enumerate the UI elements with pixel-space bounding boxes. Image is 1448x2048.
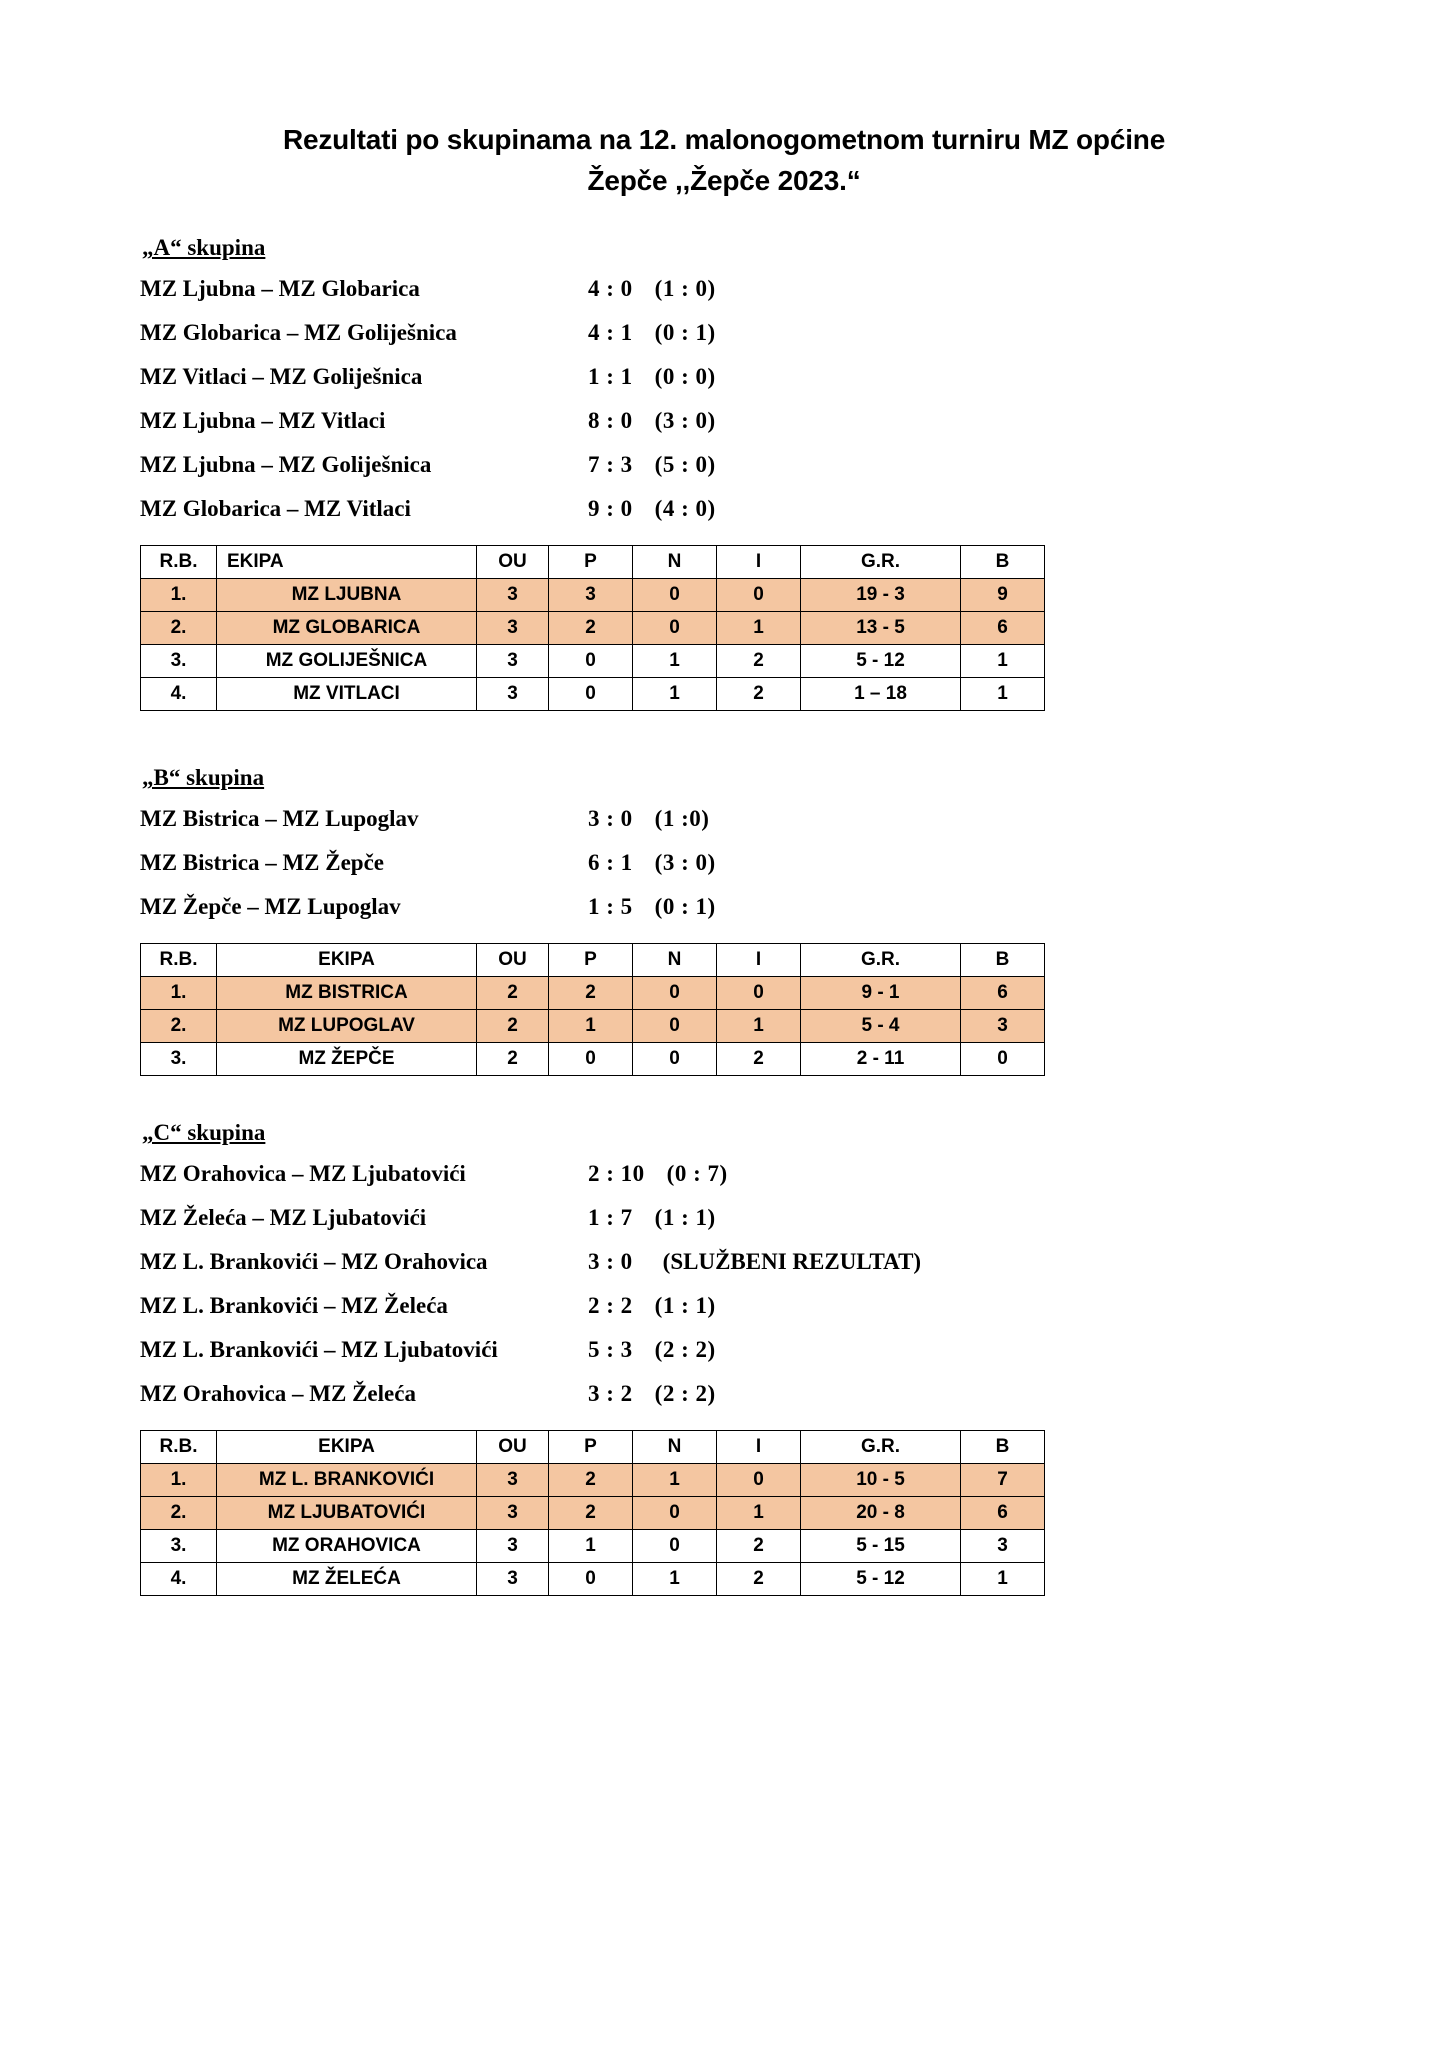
cell-i: 2 [717, 678, 801, 711]
match-teams: MZ L. Brankovići – MZ Orahovica [140, 1249, 488, 1275]
cell-b: 3 [961, 1530, 1045, 1563]
match-score: 5 : 3 [588, 1337, 633, 1363]
header-gr: G.R. [801, 546, 961, 579]
match-list-b [140, 797, 1308, 929]
cell-rb: 1. [141, 977, 217, 1010]
cell-ekipa: MZ GOLIJEŠNICA [217, 645, 477, 678]
cell-gr: 5 - 12 [801, 645, 961, 678]
group-section-c [140, 1120, 1308, 1596]
cell-i: 2 [717, 645, 801, 678]
header-p: P [549, 944, 633, 977]
table-row [141, 1010, 1045, 1043]
cell-gr: 1 – 18 [801, 678, 961, 711]
match-row [140, 841, 1308, 885]
cell-i: 2 [717, 1563, 801, 1596]
header-i: I [717, 1431, 801, 1464]
match-halftime: (3 : 0) [654, 850, 716, 876]
match-teams: MZ L. Brankovići – MZ Ljubatovići [140, 1337, 498, 1363]
standings-table-b [140, 943, 1045, 1076]
group-section-a [140, 235, 1308, 711]
page-title-line-1: Rezultati po skupinama na 12. malonogometnom turniru MZ općine [282, 124, 1166, 155]
cell-ekipa: MZ ŽEPČE [217, 1043, 477, 1076]
cell-ou: 3 [477, 645, 549, 678]
table-row [141, 645, 1045, 678]
cell-rb: 4. [141, 1563, 217, 1596]
match-teams: MZ Bistrica – MZ Lupoglav [140, 806, 419, 832]
section-spacer [140, 711, 1308, 765]
header-rb: R.B. [141, 1431, 217, 1464]
cell-i: 2 [717, 1530, 801, 1563]
cell-rb: 4. [141, 678, 217, 711]
cell-b: 6 [961, 612, 1045, 645]
match-teams: MZ Bistrica – MZ Žepče [140, 850, 385, 876]
match-teams: MZ Ljubna – MZ Globarica [140, 276, 420, 302]
group-heading-b: „B“ skupina [142, 765, 265, 791]
cell-b: 0 [961, 1043, 1045, 1076]
cell-p: 2 [549, 977, 633, 1010]
match-score: 6 : 1 [588, 850, 633, 876]
header-i: I [717, 546, 801, 579]
cell-b: 1 [961, 678, 1045, 711]
match-note: (SLUŽBENI REZULTAT) [662, 1249, 922, 1275]
cell-rb: 2. [141, 1497, 217, 1530]
cell-n: 0 [633, 579, 717, 612]
cell-ou: 3 [477, 612, 549, 645]
match-row [140, 1284, 1308, 1328]
cell-ekipa: MZ ORAHOVICA [217, 1530, 477, 1563]
match-score: 7 : 3 [588, 452, 633, 478]
match-score: 9 : 0 [588, 496, 633, 522]
header-gr: G.R. [801, 1431, 961, 1464]
table-row [141, 612, 1045, 645]
match-row [140, 1328, 1308, 1372]
cell-p: 1 [549, 1530, 633, 1563]
cell-ekipa: MZ VITLACI [217, 678, 477, 711]
cell-b: 7 [961, 1464, 1045, 1497]
match-row [140, 1372, 1308, 1416]
match-halftime: (3 : 0) [654, 408, 716, 434]
cell-ekipa: MZ ŽELEĆA [217, 1563, 477, 1596]
cell-p: 0 [549, 1043, 633, 1076]
page-title [140, 120, 1308, 201]
header-ou: OU [477, 1431, 549, 1464]
table-row [141, 579, 1045, 612]
match-teams: MZ Želeća – MZ Ljubatovići [140, 1205, 427, 1231]
header-n: N [633, 944, 717, 977]
cell-ou: 2 [477, 1010, 549, 1043]
cell-n: 1 [633, 1464, 717, 1497]
header-rb: R.B. [141, 546, 217, 579]
match-row [140, 443, 1308, 487]
cell-gr: 9 - 1 [801, 977, 961, 1010]
cell-gr: 13 - 5 [801, 612, 961, 645]
standings-table-a [140, 545, 1045, 711]
cell-n: 0 [633, 1497, 717, 1530]
cell-rb: 3. [141, 1530, 217, 1563]
cell-rb: 1. [141, 1464, 217, 1497]
match-halftime: (1 : 0) [654, 276, 716, 302]
match-score: 1 : 5 [588, 894, 633, 920]
group-heading-a: „A“ skupina [142, 235, 266, 261]
match-row [140, 885, 1308, 929]
cell-gr: 5 - 12 [801, 1563, 961, 1596]
match-halftime: (1 : 1) [654, 1205, 716, 1231]
header-b: B [961, 944, 1045, 977]
page-title-line-2: Žepče ,,Žepče 2023.“ [587, 164, 861, 196]
cell-rb: 1. [141, 579, 217, 612]
header-b: B [961, 546, 1045, 579]
table-header-row [141, 546, 1045, 579]
table-row [141, 1563, 1045, 1596]
cell-ou: 2 [477, 977, 549, 1010]
match-teams: MZ Ljubna – MZ Vitlaci [140, 408, 386, 434]
match-score: 2 : 10 [588, 1161, 645, 1187]
cell-i: 1 [717, 1010, 801, 1043]
cell-p: 2 [549, 1464, 633, 1497]
match-score: 3 : 0 [588, 1249, 633, 1275]
match-score: 2 : 2 [588, 1293, 633, 1319]
header-n: N [633, 546, 717, 579]
cell-gr: 2 - 11 [801, 1043, 961, 1076]
match-score: 3 : 0 [588, 806, 633, 832]
cell-ekipa: MZ GLOBARICA [217, 612, 477, 645]
cell-n: 0 [633, 977, 717, 1010]
match-score: 4 : 0 [588, 276, 633, 302]
table-row [141, 1464, 1045, 1497]
match-score: 4 : 1 [588, 320, 633, 346]
cell-rb: 3. [141, 1043, 217, 1076]
cell-p: 2 [549, 1497, 633, 1530]
match-teams: MZ Žepče – MZ Lupoglav [140, 894, 401, 920]
cell-n: 0 [633, 1043, 717, 1076]
header-n: N [633, 1431, 717, 1464]
match-halftime: (0 : 7) [666, 1161, 728, 1187]
match-teams: MZ L. Brankovići – MZ Želeća [140, 1293, 448, 1319]
header-p: P [549, 1431, 633, 1464]
match-row [140, 797, 1308, 841]
match-row [140, 267, 1308, 311]
match-halftime: (0 : 1) [654, 320, 716, 346]
cell-i: 0 [717, 977, 801, 1010]
match-row [140, 311, 1308, 355]
cell-gr: 5 - 15 [801, 1530, 961, 1563]
cell-p: 2 [549, 612, 633, 645]
group-section-b [140, 765, 1308, 1076]
table-row [141, 1530, 1045, 1563]
cell-b: 1 [961, 1563, 1045, 1596]
header-ou: OU [477, 546, 549, 579]
table-header-row [141, 1431, 1045, 1464]
standings-table-c [140, 1430, 1045, 1596]
match-halftime: (1 :0) [654, 806, 710, 832]
cell-rb: 2. [141, 612, 217, 645]
cell-ou: 3 [477, 678, 549, 711]
cell-ou: 3 [477, 1497, 549, 1530]
header-ekipa: EKIPA [217, 1431, 477, 1464]
match-row [140, 487, 1308, 531]
group-heading-c: „C“ skupina [142, 1120, 266, 1146]
table-header-row [141, 944, 1045, 977]
match-score: 1 : 7 [588, 1205, 633, 1231]
cell-n: 0 [633, 1010, 717, 1043]
match-row [140, 1240, 1308, 1284]
match-row [140, 1196, 1308, 1240]
cell-p: 0 [549, 678, 633, 711]
match-halftime: (1 : 1) [654, 1293, 716, 1319]
cell-p: 1 [549, 1010, 633, 1043]
header-ekipa: EKIPA [217, 546, 477, 579]
cell-b: 6 [961, 977, 1045, 1010]
match-halftime: (4 : 0) [654, 496, 716, 522]
match-halftime: (0 : 1) [654, 894, 716, 920]
cell-i: 0 [717, 1464, 801, 1497]
cell-ou: 3 [477, 1530, 549, 1563]
cell-n: 0 [633, 612, 717, 645]
match-row [140, 355, 1308, 399]
cell-i: 0 [717, 579, 801, 612]
match-score: 8 : 0 [588, 408, 633, 434]
header-p: P [549, 546, 633, 579]
cell-n: 1 [633, 678, 717, 711]
cell-b: 1 [961, 645, 1045, 678]
cell-i: 1 [717, 1497, 801, 1530]
cell-ekipa: MZ L. BRANKOVIĆI [217, 1464, 477, 1497]
match-score: 1 : 1 [588, 364, 633, 390]
cell-rb: 2. [141, 1010, 217, 1043]
table-row [141, 1043, 1045, 1076]
cell-gr: 19 - 3 [801, 579, 961, 612]
cell-i: 1 [717, 612, 801, 645]
cell-n: 0 [633, 1530, 717, 1563]
cell-gr: 10 - 5 [801, 1464, 961, 1497]
header-ekipa: EKIPA [217, 944, 477, 977]
cell-b: 6 [961, 1497, 1045, 1530]
cell-ekipa: MZ LJUBATOVIĆI [217, 1497, 477, 1530]
match-list-c [140, 1152, 1308, 1416]
header-i: I [717, 944, 801, 977]
match-halftime: (0 : 0) [654, 364, 716, 390]
cell-n: 1 [633, 1563, 717, 1596]
cell-gr: 5 - 4 [801, 1010, 961, 1043]
header-gr: G.R. [801, 944, 961, 977]
cell-ekipa: MZ BISTRICA [217, 977, 477, 1010]
cell-rb: 3. [141, 645, 217, 678]
cell-b: 9 [961, 579, 1045, 612]
match-row [140, 399, 1308, 443]
table-row [141, 1497, 1045, 1530]
cell-ou: 2 [477, 1043, 549, 1076]
match-teams: MZ Globarica – MZ Vitlaci [140, 496, 411, 522]
cell-i: 2 [717, 1043, 801, 1076]
cell-ou: 3 [477, 579, 549, 612]
cell-gr: 20 - 8 [801, 1497, 961, 1530]
match-halftime: (5 : 0) [654, 452, 716, 478]
header-rb: R.B. [141, 944, 217, 977]
match-halftime: (2 : 2) [654, 1381, 716, 1407]
cell-p: 0 [549, 1563, 633, 1596]
cell-ou: 3 [477, 1464, 549, 1497]
cell-n: 1 [633, 645, 717, 678]
header-b: B [961, 1431, 1045, 1464]
match-list-a [140, 267, 1308, 531]
cell-ekipa: MZ LJUBNA [217, 579, 477, 612]
cell-ou: 3 [477, 1563, 549, 1596]
match-teams: MZ Ljubna – MZ Goliješnica [140, 452, 432, 478]
table-row [141, 678, 1045, 711]
match-halftime: (2 : 2) [654, 1337, 716, 1363]
match-teams: MZ Orahovica – MZ Želeća [140, 1381, 416, 1407]
match-teams: MZ Orahovica – MZ Ljubatovići [140, 1161, 466, 1187]
header-ou: OU [477, 944, 549, 977]
cell-p: 3 [549, 579, 633, 612]
section-spacer [140, 1076, 1308, 1120]
match-row [140, 1152, 1308, 1196]
match-teams: MZ Globarica – MZ Goliješnica [140, 320, 457, 346]
table-row [141, 977, 1045, 1010]
match-teams: MZ Vitlaci – MZ Goliješnica [140, 364, 423, 390]
match-score: 3 : 2 [588, 1381, 633, 1407]
cell-p: 0 [549, 645, 633, 678]
cell-b: 3 [961, 1010, 1045, 1043]
cell-ekipa: MZ LUPOGLAV [217, 1010, 477, 1043]
